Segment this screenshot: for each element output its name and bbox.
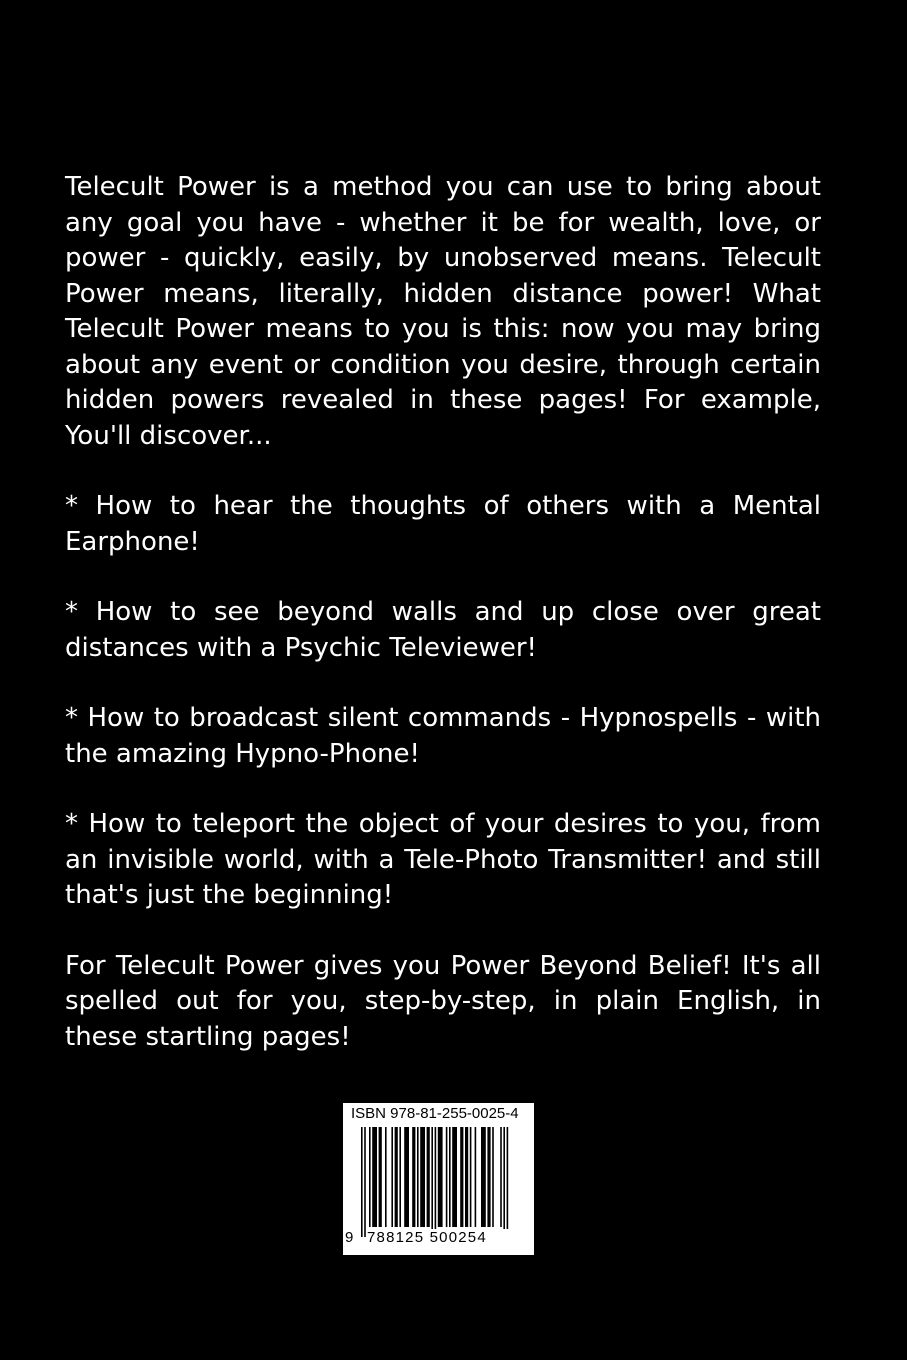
barcode-bar — [503, 1127, 505, 1237]
barcode-bar — [500, 1127, 502, 1227]
barcode-bar — [475, 1127, 477, 1227]
barcode-bar — [379, 1127, 382, 1227]
barcode-bar — [481, 1127, 486, 1227]
barcode-bar — [431, 1127, 433, 1237]
barcode-digits: 788125 500254 — [367, 1229, 527, 1246]
barcode-bar — [385, 1127, 387, 1227]
blurb-text — [65, 170, 821, 1090]
barcode-bar — [412, 1127, 415, 1227]
barcode-bar — [404, 1127, 409, 1227]
barcode-bar — [507, 1127, 509, 1237]
barcode-bar — [460, 1127, 463, 1227]
barcode-bar — [427, 1127, 430, 1227]
barcode-bar — [391, 1127, 393, 1227]
barcode-bars — [361, 1127, 517, 1245]
blurb-bullet-psychic-televiewer: * How to see beyond walls and up close over great distances with a Psychic Televiewer! — [65, 597, 821, 663]
barcode-bar — [420, 1127, 425, 1227]
barcode-bar — [492, 1127, 494, 1227]
barcode-bar — [449, 1127, 451, 1227]
barcode-bar — [438, 1127, 443, 1227]
barcode-bar — [452, 1127, 457, 1227]
barcode-bar — [372, 1127, 377, 1227]
blurb-closing-paragraph: For Telecult Power gives you Power Beyond Belief! It's all spelled out for you, step-by-step, in plain English, in these startling pages! — [65, 950, 821, 1052]
barcode-bar — [470, 1127, 472, 1227]
barcode-bar — [369, 1127, 371, 1227]
barcode-first-digit: 9 — [345, 1229, 354, 1246]
barcode-bar — [446, 1127, 448, 1227]
isbn-label: ISBN 978-81-255-0025-4 — [351, 1105, 519, 1122]
blurb-bullet-mental-earphone: * How to hear the thoughts of others with a Mental Earphone! — [65, 491, 821, 557]
barcode-bar — [364, 1127, 366, 1237]
blurb-intro-paragraph: Telecult Power is a method you can use to bring about any goal you have - whether it be for wealth, love, or power - quickly, easily, by unobserved means. Telecult Power means, literally, hidden distance power! What Telecult Power means to you is this: now you may bring about any event or condition you desire, through certain hidden powers revealed in these pages! For example, You'll discover... — [65, 172, 821, 451]
blurb-bullet-tele-photo-transmitter: * How to teleport the object of your desires to you, from an invisible world, with a Tele-Photo Transmitter! and still that's just the beginning! — [65, 809, 821, 910]
barcode-bar — [487, 1127, 490, 1227]
isbn-barcode — [343, 1103, 534, 1255]
barcode-bar — [465, 1127, 468, 1227]
barcode-bar — [399, 1127, 401, 1227]
barcode-bar — [395, 1127, 398, 1227]
barcode-bar — [435, 1127, 437, 1237]
blurb-bullet-hypno-phone: * How to broadcast silent commands - Hypnospells - with the amazing Hypno-Phone! — [65, 703, 821, 769]
barcode-bar — [361, 1127, 363, 1237]
barcode-bar — [417, 1127, 419, 1227]
